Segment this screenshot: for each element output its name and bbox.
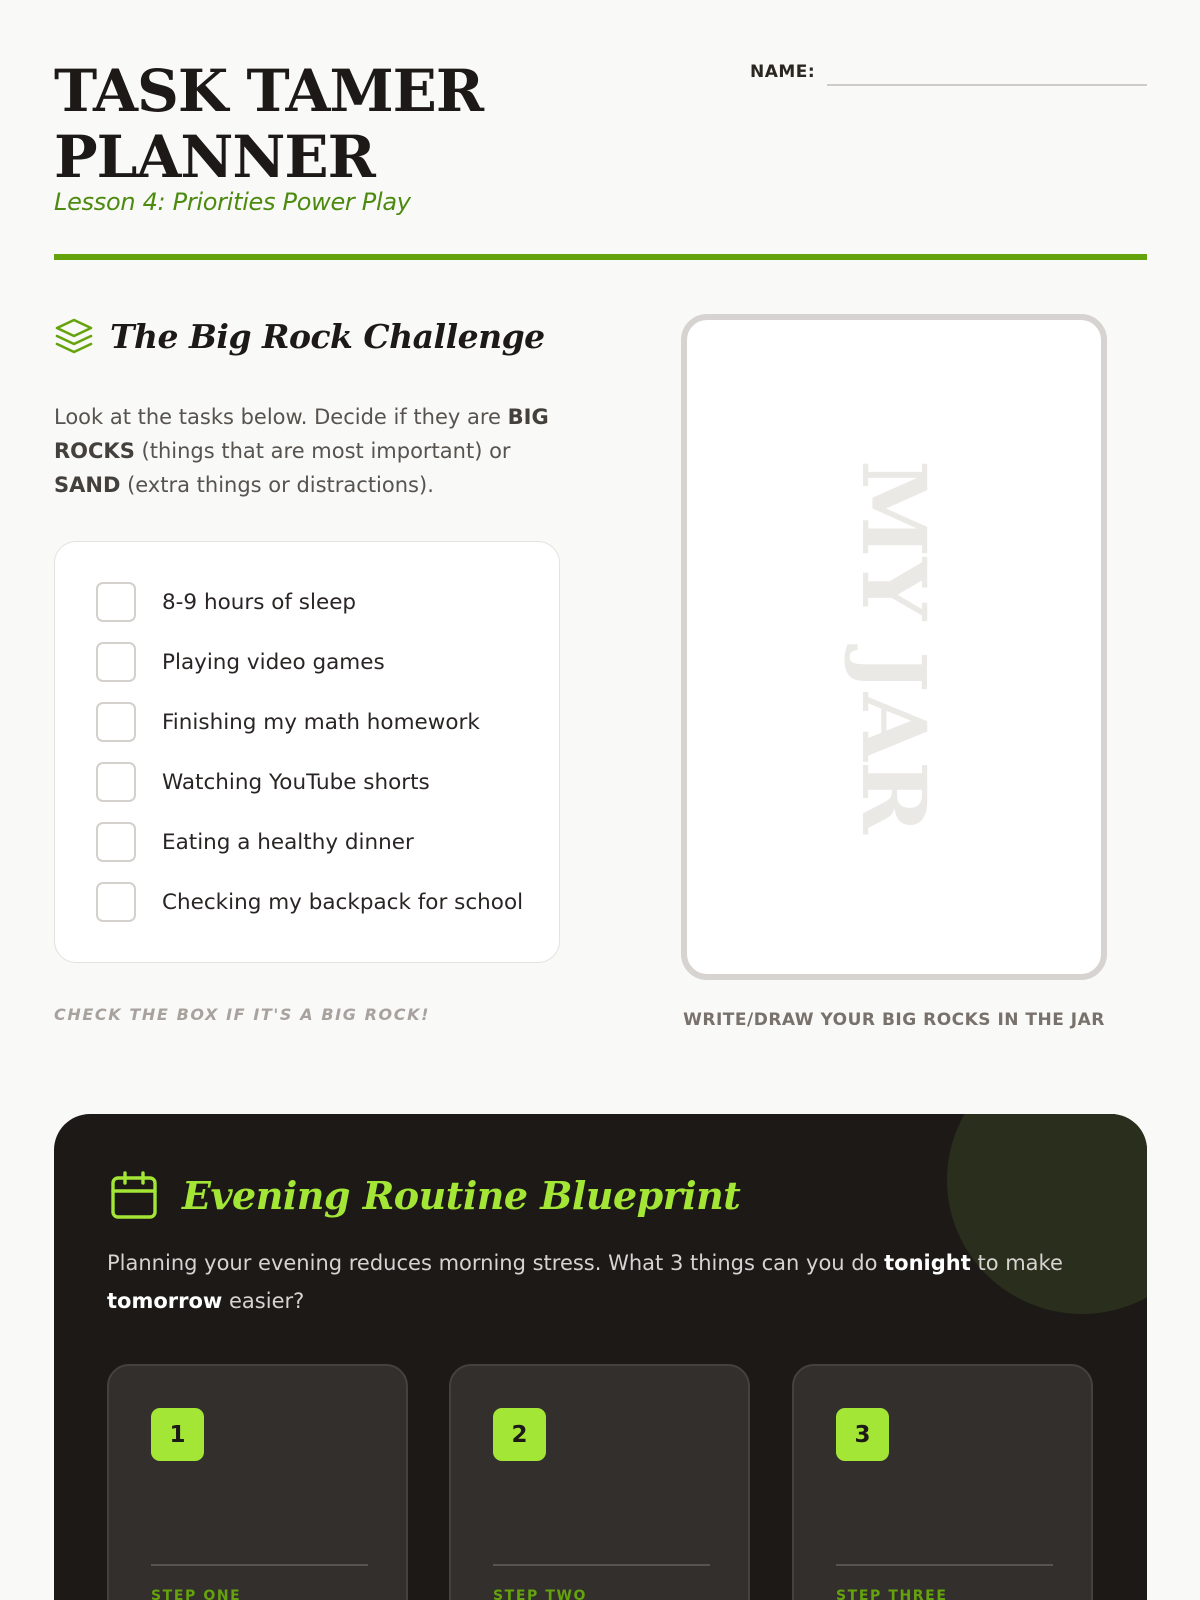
big-rock-jar[interactable] (681, 314, 1107, 980)
task-label: Eating a healthy dinner (162, 829, 414, 855)
big-rock-title: The Big Rock Challenge (110, 316, 545, 356)
jar-watermark: MY JAR (842, 460, 946, 834)
step-label: STEP ONE (151, 1588, 242, 1600)
layers-icon (54, 316, 94, 356)
big-rock-heading (54, 316, 545, 356)
task-label: Checking my backpack for school (162, 889, 524, 915)
step-write-line[interactable] (836, 1564, 1053, 1566)
jar-caption: WRITE/DRAW YOUR BIG ROCKS IN THE JAR (683, 1010, 1105, 1030)
header-divider (54, 254, 1147, 260)
task-item[interactable] (96, 822, 559, 862)
task-checkbox[interactable] (96, 762, 136, 802)
step-label: STEP THREE (836, 1588, 948, 1600)
task-item[interactable] (96, 582, 559, 622)
page-title: TASK TAMER PLANNER (54, 57, 484, 191)
step-number-badge: 1 (151, 1408, 204, 1461)
step-write-line[interactable] (151, 1564, 368, 1566)
name-field[interactable] (827, 84, 1147, 86)
task-checkbox[interactable] (96, 882, 136, 922)
task-checkbox[interactable] (96, 582, 136, 622)
evening-routine-heading (110, 1170, 740, 1220)
step-label: STEP TWO (493, 1588, 588, 1600)
lesson-subtitle: Lesson 4: Priorities Power Play (54, 188, 411, 216)
task-item[interactable] (96, 882, 559, 922)
evening-routine-title: Evening Routine Blueprint (182, 1172, 741, 1218)
calendar-icon (110, 1170, 158, 1220)
step-write-line[interactable] (493, 1564, 710, 1566)
task-checkbox[interactable] (96, 702, 136, 742)
task-item[interactable] (96, 702, 559, 742)
worksheet-header (54, 58, 1147, 262)
task-label: Finishing my math homework (162, 709, 480, 735)
evening-routine-description: Planning your evening reduces morning stress. What 3 things can you do tonight to make tomorrow easier? (107, 1251, 1063, 1313)
step-number-badge: 3 (836, 1408, 889, 1461)
task-label: Playing video games (162, 649, 385, 675)
step-card-2[interactable] (449, 1364, 750, 1600)
step-card-1[interactable] (107, 1364, 408, 1600)
step-card-3[interactable] (792, 1364, 1093, 1600)
checklist-hint: CHECK THE BOX IF IT'S A BIG ROCK! (54, 1005, 430, 1024)
task-checklist (54, 541, 560, 963)
task-checkbox[interactable] (96, 642, 136, 682)
task-item[interactable] (96, 642, 559, 682)
task-label: 8-9 hours of sleep (162, 589, 357, 615)
step-number-badge: 2 (493, 1408, 546, 1461)
big-rock-description: Look at the tasks below. Decide if they are BIG ROCKS (things that are most important) or SAND (extra things or distractions). (54, 405, 549, 497)
evening-routine-panel (54, 1114, 1147, 1600)
name-label: NAME: (750, 62, 816, 82)
task-item[interactable] (96, 762, 559, 802)
task-label: Watching YouTube shorts (162, 769, 430, 795)
task-checkbox[interactable] (96, 822, 136, 862)
